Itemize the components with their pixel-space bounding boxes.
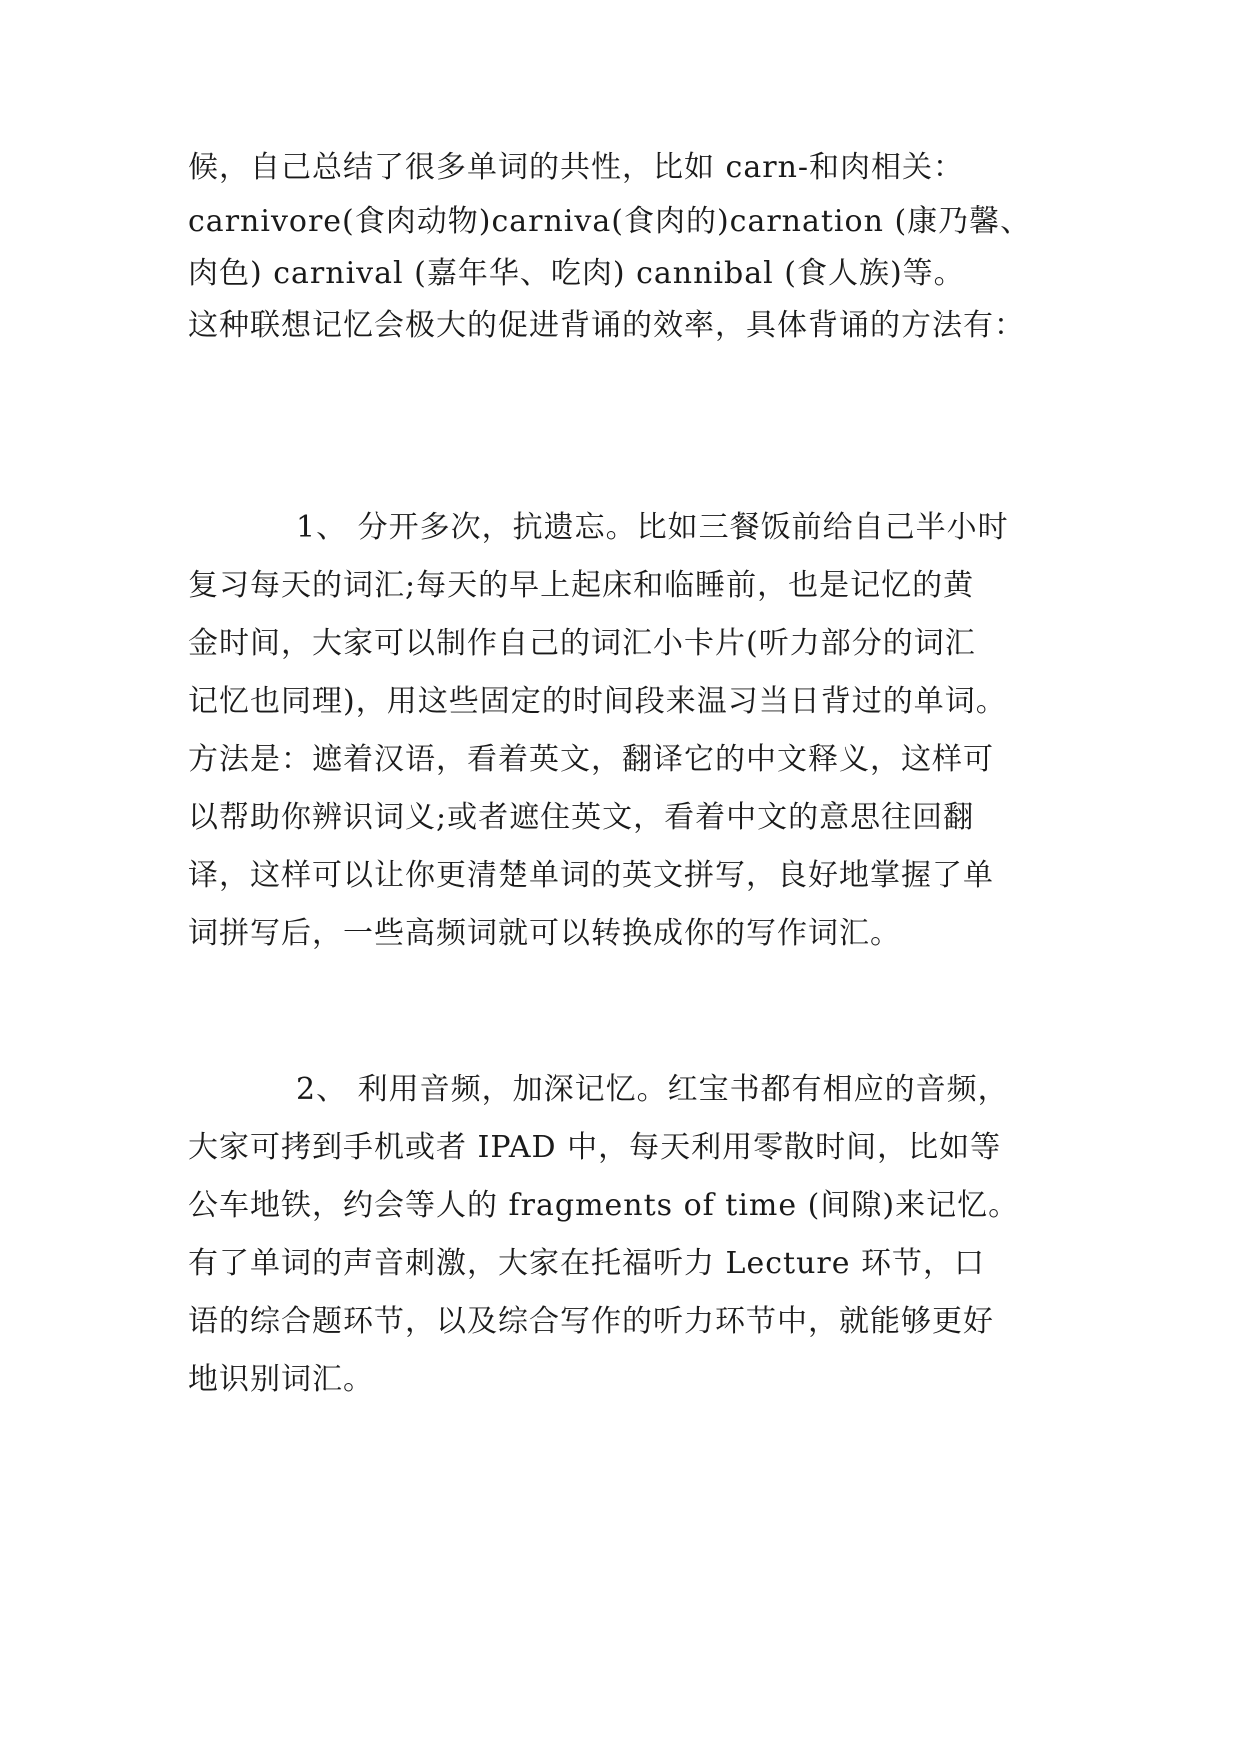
- point-2-line: 大家可拷到手机或者 IPAD 中，每天利用零散时间，比如等: [188, 1130, 1002, 1165]
- intro-line: 肉色) carnival (嘉年华、吃肉) cannibal (食人族)等。: [188, 256, 965, 291]
- point-1-line: 词拼写后，一些高频词就可以转换成你的写作词汇。: [188, 916, 901, 951]
- point-1-line: 方法是：遮着汉语，看着英文，翻译它的中文释义，这样可: [188, 742, 994, 777]
- point-2-line: 公车地铁，约会等人的 fragments of time (间隙)来记忆。: [188, 1188, 1020, 1223]
- intro-line: 这种联想记忆会极大的促进背诵的效率，具体背诵的方法有：: [188, 308, 1025, 343]
- point-1-line: 复习每天的词汇;每天的早上起床和临睡前，也是记忆的黄: [188, 568, 975, 603]
- point-1-line: 金时间，大家可以制作自己的词汇小卡片(听力部分的词汇: [188, 626, 976, 661]
- point-1-line: 以帮助你辨识词义;或者遮住英文，看着中文的意思往回翻: [188, 800, 975, 835]
- point-1-line: 1、 分开多次，抗遗忘。比如三餐饭前给自己半小时: [296, 510, 1009, 545]
- intro-line: 候，自己总结了很多单词的共性，比如 carn-和肉相关：: [188, 150, 965, 185]
- point-2-line: 语的综合题环节，以及综合写作的听力环节中，就能够更好: [188, 1304, 994, 1339]
- point-2-line: 有了单词的声音刺激，大家在托福听力 Lecture 环节，口: [188, 1246, 986, 1281]
- point-2-line: 地识别词汇。: [188, 1362, 374, 1397]
- point-2-line: 2、 利用音频，加深记忆。红宝书都有相应的音频，: [296, 1072, 1009, 1107]
- point-1-line: 记忆也同理)，用这些固定的时间段来温习当日背过的单词。: [188, 684, 1007, 719]
- intro-line: carnivore(食肉动物)carniva(食肉的)carnation (康乃馨、: [188, 204, 1032, 239]
- point-1-line: 译，这样可以让你更清楚单词的英文拼写，良好地掌握了单: [188, 858, 994, 893]
